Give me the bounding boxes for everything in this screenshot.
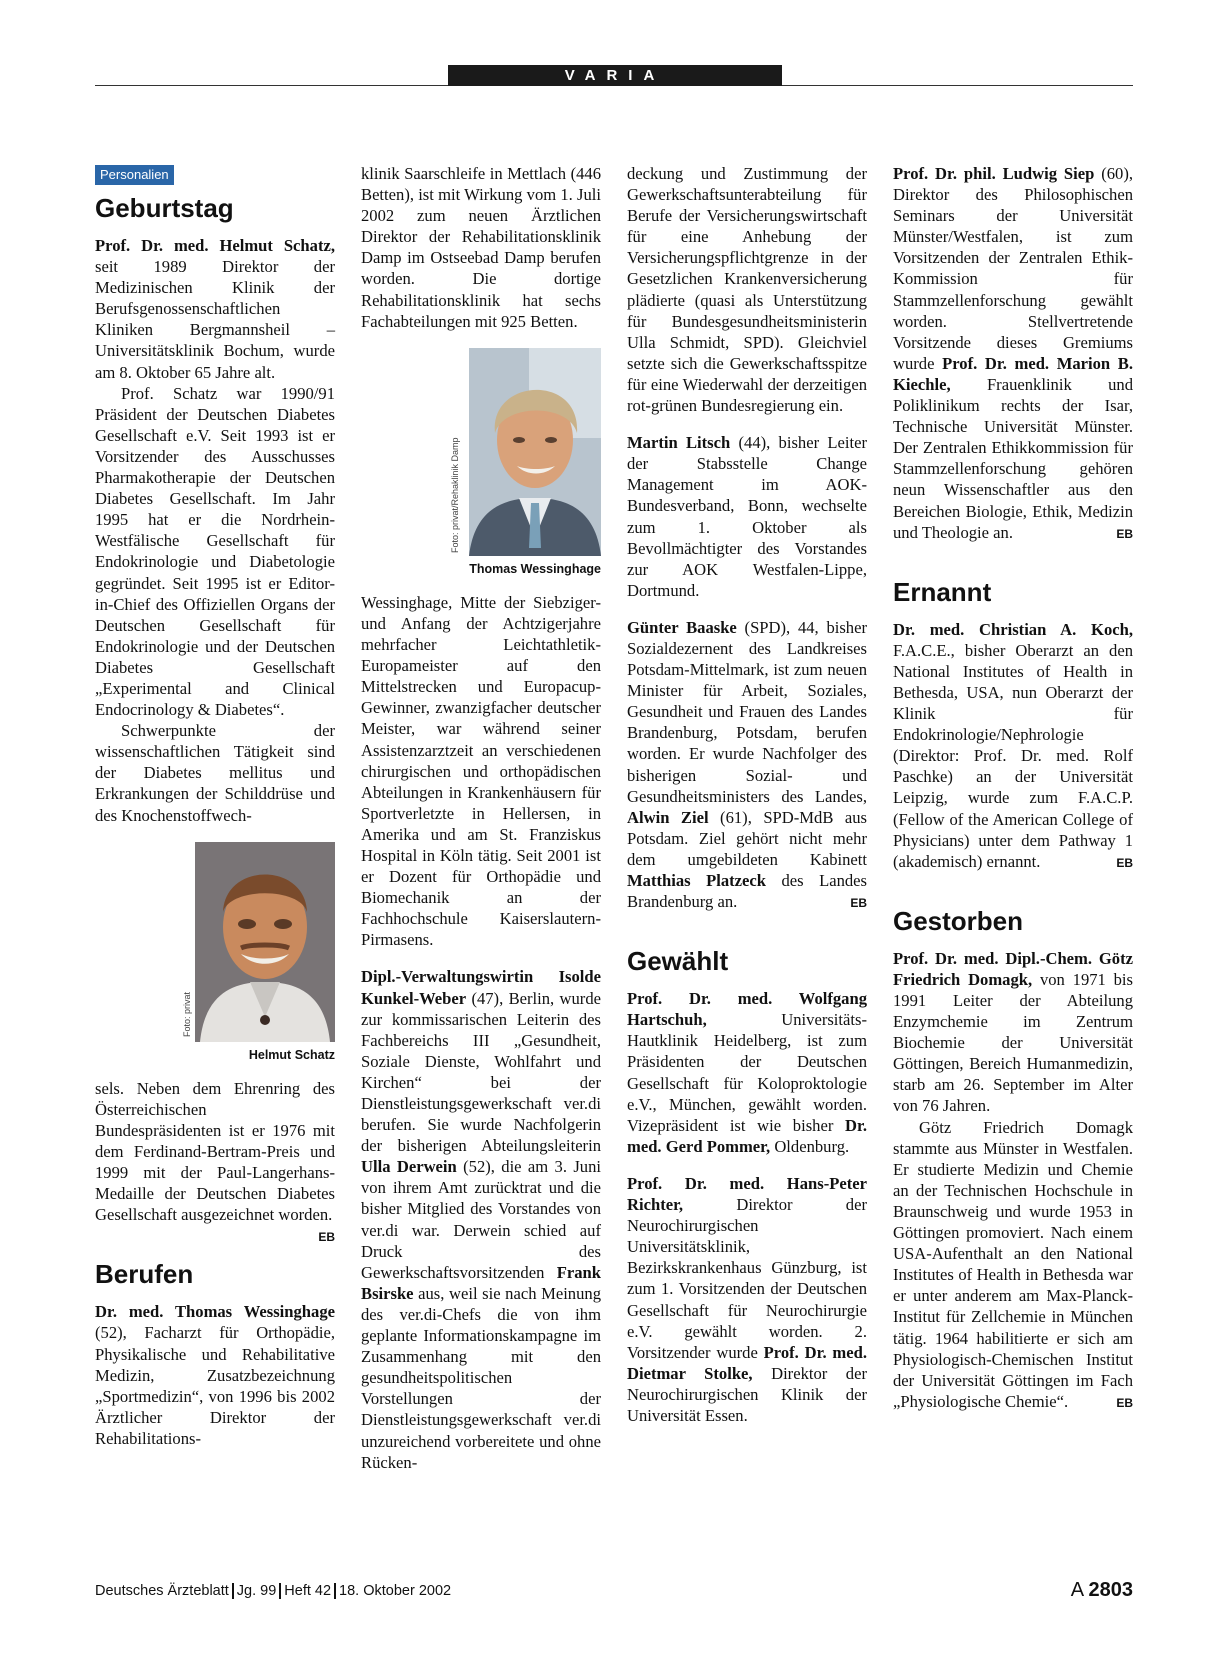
schatz-intro: Prof. Dr. med. Helmut Schatz, seit 1989 Direktor der Medizinischen Klinik der Berufsgenossenschaftlichen Kliniken Bergmannsheil – Universitätsklinik Bochum, wurde am 8. Oktober 65 Jahre alt.	[95, 236, 335, 382]
heading-ernannt: Ernannt	[893, 576, 992, 607]
section-tag: Personalien	[95, 165, 174, 185]
person-name: Prof. Dr. med. Dipl.-Chem. Götz Friedrich Domagk,	[893, 948, 1133, 989]
koch-paragraph: Dr. med. Christian A. Koch, F.A.C.E., bisher Oberarzt an den National Institutes of Health in Bethesda, USA, nun Oberarzt der Klinik für Endokrinologie/Nephrologie (Direktor: Prof. Dr. med. Rolf Paschke) an der Universität Leipzig, wurde zum F.A.C.P. (Fellow of the American College of Physicians) unter dem Pathway 1 (akademisch) ernannt. EB	[893, 619, 1133, 872]
heading-berufen: Berufen	[95, 1259, 194, 1290]
person-name: Ulla Derwein	[361, 1157, 457, 1177]
schatz-photo-figure	[95, 842, 335, 1066]
person-name: Dr. med. Christian A. Koch,	[893, 619, 1133, 639]
journal-issue: Heft 42	[284, 1583, 332, 1599]
wessinghage-paragraph-2: klinik Saarschleife in Mettlach (446 Betten), ist mit Wirkung vom 1. Juli 2002 zum neuen Ärztlichen Direktor der Rehabilitationsklinik Damp im Ostseebad Damp berufen worden. Die dortige Rehabilitationsklinik hat sechs Fachabteilungen mit 925 Betten.	[361, 164, 601, 331]
heading-gestorben: Gestorben	[893, 905, 1024, 936]
photo-credit: Foto: privat/Rehaklinik Damp	[450, 437, 460, 553]
person-name: Frank Bsirske	[361, 1262, 601, 1303]
column-1	[95, 163, 335, 1449]
kunkel-paragraph: Dipl.-Verwaltungswirtin Isolde Kunkel-Weber (47), Berlin, wurde zur kommissarischen Leiterin des Fachbereichs III „Gesundheit, Soziale Dienste, Wohlfahrt und Kirchen“ bei der Dienstleistungsgewerkschaft ver.di berufen. Sie wurde Nachfolgerin der bisherigen Abteilungsleiterin Ulla Derwein (52), die am 3. Juni von ihrem Amt zurücktrat und die bisher Mitglied des Vorstandes von ver.di war. Derwein schied auf Druck des Gewerkschaftsvorsitzenden Frank Bsirske aus, weil sie nach Meinung des ver.di-Chefs die von ihm geplante Informationskampagne im Zusammenhang mit den gesundheitspolitischen Vorstellungen der Dienstleistungsgewerkschaft ver.di unzureichend vorbereitete und ohne Rücken-	[361, 967, 601, 1472]
litsch-paragraph: Martin Litsch (44), bisher Leiter der Stabsstelle Change Management im AOK-Bundesverband, Bonn, wechselte zum 1. Oktober als Bevollmächtigter des Vorstandes zur AOK Westfalen-Lippe, Dortmund.	[627, 433, 867, 600]
domagk-paragraph-2: Götz Friedrich Domagk stammte aus Münster in Westfalen. Er studierte Medizin und Chemie an der Technischen Hochschule in Braunschweig und wurde 1953 in Göttingen promoviert. Nach einem USA-Aufenthalt an den National Institutes of Health in Bethesda war er unter anderem am Max-Planck-Institut für Zellchemie in München tätig. 1964 habilitierte er sich am Physiologisch-Chemischen Institut der Universität Göttingen im Fach „Physiologische Chemie“. EB	[893, 1117, 1133, 1412]
portrait-photo	[469, 348, 601, 556]
author-initials: EB	[1116, 1395, 1133, 1410]
photo-caption: Helmut Schatz	[248, 1047, 335, 1062]
person-name: Prof. Dr. phil. Ludwig Siep	[893, 164, 1095, 183]
person-name: Dr. med. Thomas Wessinghage	[95, 1302, 335, 1322]
author-initials: EB	[1116, 526, 1133, 541]
footer-separator	[334, 1583, 336, 1599]
heading-geburtstag: Geburtstag	[95, 193, 234, 223]
person-name: Prof. Dr. med. Hans-Peter Richter,	[627, 1173, 867, 1215]
person-name: Prof. Dr. med. Wolfgang Hartschuh,	[627, 989, 867, 1030]
person-name: Günter Baaske	[627, 617, 737, 637]
person-name: Matthias Platzeck	[627, 871, 766, 890]
author-initials: EB	[850, 896, 867, 911]
siep-paragraph: Prof. Dr. phil. Ludwig Siep (60), Direktor des Philosophischen Seminars der Universität Münster/Westfalen, ist zum Vorsitzenden der Zentralen Ethik-Kommission für Stammzellenforschung gewählt worden. Stellvertretende Vorsitzende dieses Gremiums wurde Prof. Dr. med. Marion B. Kiechle, Frauenklinik und Poliklinikum rechts der Isar, Technische Universität Münster. Der Zentralen Ethikkommission für Stammzellenforschung gehören neun Wissenschaftler aus den Bereichen Biologie, Ethik, Medizin und Theologie an. EB	[893, 163, 1133, 543]
richter-paragraph: Prof. Dr. med. Hans-Peter Richter, Direktor der Neurochirurgischen Universitätsklinik, Bezirkskrankenhaus Günzburg, ist zum 1. Vorsitzenden der Deutschen Gesellschaft für Neurochirurgie e.V. gewählt worden. 2. Vorsitzender wurde Prof. Dr. med. Dietmar Stolke, Direktor der Neurochirurgischen Klinik der Universität Essen.	[627, 1173, 867, 1425]
page-footer	[95, 1583, 451, 1599]
journal-date: 18. Oktober 2002	[339, 1583, 452, 1599]
wessinghage-paragraph-3: Wessinghage, Mitte der Siebziger- und Anfang der Achtzigerjahre mehrfacher Leichtathletik-Europameister auf den Mittelstrecken und Europacup-Gewinner, zwanzigfacher deutscher Meister, war während seiner Assistenzarztzeit an verschiedenen chirurgischen und orthopädischen Abteilungen in Krankenhäusern für Sportverletzte in Hellersen, in Amerika und am St. Franziskus Hospital in Köln tätig. Seit 2001 ist er Dozent für Orthopädie und Biomechanik an der Fachhochschule Kaiserslautern-Pirmasens.	[361, 592, 601, 950]
page-number: A 2803	[1070, 1579, 1133, 1601]
schatz-paragraph-2: Prof. Schatz war 1990/91 Präsident der Deutschen Diabetes Gesellschaft e.V. Seit 1993 ist er Vorsitzender des Ausschusses Pharmakotherapie der Deutschen Diabetes Gesellschaft. Im Jahr 1995 hat er die Nordrhein-Westfälische Gesellschaft für Endokrinologie und Diabetologie gegründet. Seit 1995 ist er Editor-in-Chief des Offiziellen Organs der Deutschen Gesellschaft für Endokrinologie und der Deutschen Diabetes Gesellschaft „Experimental and Clinical Endocrinology & Diabetes“.	[95, 383, 335, 720]
section-header: VARIA	[448, 65, 782, 86]
footer-separator	[232, 1583, 234, 1599]
schatz-paragraph-3: Schwerpunkte der wissenschaftlichen Tätigkeit sind der Diabetes mellitus und Erkrankungen der Schilddrüse und des Knochenstoffwech-	[95, 721, 335, 825]
author-initials: EB	[318, 1230, 335, 1245]
person-name: Martin Litsch	[627, 433, 731, 453]
wessinghage-photo-figure	[361, 348, 601, 580]
column-4	[893, 163, 1133, 1414]
hartschuh-paragraph: Prof. Dr. med. Wolfgang Hartschuh, Universitäts-Hautklinik Heidelberg, ist zum Präsidenten der Deutschen Gesellschaft für Koloproktologie e.V., München, gewählt worden. Vizepräsident ist wie bisher Dr. med. Gerd Pommer, Oldenburg.	[627, 989, 867, 1156]
person-name: Alwin Ziel	[627, 807, 709, 827]
column-2	[361, 163, 601, 1473]
baaske-paragraph: Günter Baaske (SPD), 44, bisher Sozialdezernent des Landkreises Potsdam-Mittelmark, ist zum neuen Minister für Arbeit, Soziales, Gesundheit und Frauen des Landes Brandenburg, Potsdam, berufen worden. Er wurde Nachfolger des bisherigen Sozial- und Gesundheitsministers des Landes, Alwin Ziel (61), SPD-MdB aus Potsdam. Ziel gehört nicht mehr dem umgebildeten Kabinett Matthias Platzeck des Landes Brandenburg an. EB	[627, 617, 867, 912]
column-3	[627, 163, 867, 1426]
person-name: Prof. Dr. med. Marion B. Kiechle,	[893, 353, 1134, 394]
person-name: Dr. med. Gerd Pommer,	[627, 1115, 867, 1156]
person-name: Prof. Dr. med. Helmut Schatz,	[95, 236, 335, 255]
photo-credit: Foto: privat	[182, 991, 192, 1037]
journal-volume: Jg. 99	[236, 1583, 277, 1599]
footer-separator	[279, 1583, 281, 1599]
domagk-paragraph-1: Prof. Dr. med. Dipl.-Chem. Götz Friedrich Domagk, von 1971 bis 1991 Leiter der Abteilung Enzymchemie im Zentrum Biochemie der Universität Göttingen, Bereich Humanmedizin, starb am 26. September im Alter von 76 Jahren.	[893, 948, 1134, 1116]
portrait-photo	[195, 842, 335, 1042]
photo-caption: Thomas Wessinghage	[469, 561, 601, 576]
journal-name: Deutsches Ärzteblatt	[95, 1583, 229, 1599]
wessinghage-intro: Dr. med. Thomas Wessinghage (52), Facharzt für Orthopädie, Physikalische und Rehabilitative Medizin, Zusatzbezeichnung „Sportmedizin“, von 1996 bis 2002 Ärztlicher Direktor der Rehabilitations-	[95, 1302, 335, 1448]
author-initials: EB	[1116, 855, 1133, 870]
person-name: Dipl.-Verwaltungswirtin Isolde Kunkel-Weber	[361, 967, 601, 1008]
kunkel-paragraph-cont: deckung und Zustimmung der Gewerkschaftsunterabteilung für Berufe der Versicherungswirtschaft für eine Anhebung der Versicherungspflichtgrenze in der Gesetzlichen Krankenversicherung plädierte (quasi als Unterstützung für Bundesgesundheitsministerin Ulla Schmidt, SPD). Gleichviel setzte sich die Gewerkschaftsspitze für eine Wiederwahl der derzeitigen rot-grünen Bundesregierung ein.	[627, 164, 867, 416]
schatz-paragraph-3-cont: sels. Neben dem Ehrenring des Österreichischen Bundespräsidenten ist er 1976 mit dem Ferdinand-Bertram-Preis und 1999 mit der Paul-Langerhans-Medaille der Deutschen Diabetes Gesellschaft ausgezeichnet worden. EB	[95, 1078, 335, 1226]
person-name: Prof. Dr. med. Dietmar Stolke,	[627, 1342, 867, 1383]
heading-gewaehlt: Gewählt	[627, 946, 729, 977]
